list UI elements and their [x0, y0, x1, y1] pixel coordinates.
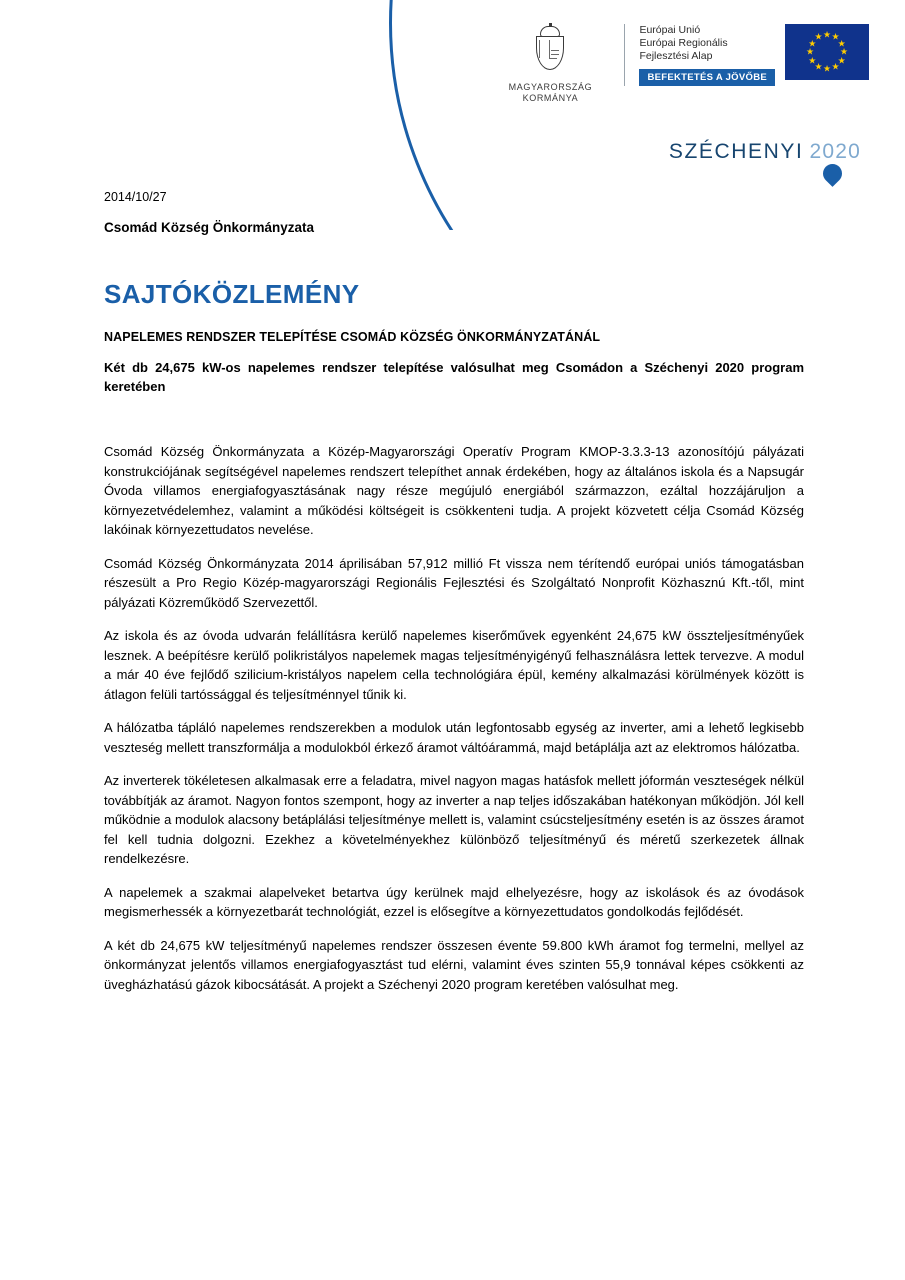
eu-star-icon: ★	[839, 46, 849, 57]
body-paragraph: A napelemek a szakmai alapelveket betartva úgy kerülnek majd elhelyezésre, hogy az iskolások és az óvodások megismerhessék a környezetbarát technológiát, ezzel is elősegítve a környezettudatos gondolkodás fejlődését.	[104, 884, 804, 919]
body-paragraph: A hálózatba tápláló napelemes rendszerekben a modulok után legfontosabb egység az inverter, ami a lehető legkisebb veszteség mellett transzformálja a modulokból érkező áramot váltóárammá, majd betáplálja azt az elektromos hálózatba.	[104, 720, 804, 755]
document-content	[104, 190, 804, 1008]
body-paragraph: Csomád Község Önkormányzata 2014 áprilisában 57,912 millió Ft vissza nem térítendő európai uniós támogatásban részesült a Pro Regio Közép-magyarországi Regionális Fejlesztési és Szolgáltató Nonprofit Közhasznú Kft.-től, mint pályázati Közreműködő Szervezettől.	[104, 555, 804, 610]
document-lead: Két db 24,675 kW-os napelemes rendszer telepítése valósulhat meg Csomádon a Széchenyi 2020 program keretében	[104, 360, 804, 394]
szechenyi-word: SZÉCHENYI	[668, 140, 804, 163]
organization-name: Csomád Község Önkormányzata	[104, 220, 315, 235]
eu-star-icon: ★	[822, 63, 832, 74]
document-date: 2014/10/27	[104, 190, 167, 204]
government-logo-text	[509, 82, 593, 104]
body-paragraph: Az inverterek tökéletesen alkalmasak erre a feladatra, mivel nagyon magas hatásfok mellett jóformán veszteségek nélkül továbbítják az áramot. Nagyon fontos szempont, hogy az inverter a nap teljes időszakában hatékonyan működjön. Jól kell működnie a modulok alacsony betáplálási teljesítménye mellett is, valamint csúcsteljesítmény esetén is az összes áramot fel kell tudnia dolgozni. Ezekhez a követelményekhez különböző teljesítményű és méretű szerkezetek állnak rendelkezésre.	[104, 773, 804, 866]
eu-logo-block	[624, 24, 869, 86]
eu-star-icon: ★	[822, 29, 832, 40]
eu-line-1: Európai Unió	[639, 24, 701, 36]
eu-star-icon: ★	[814, 31, 823, 42]
hungary-government-logo	[490, 24, 610, 104]
eu-star-icon: ★	[831, 31, 840, 42]
document-subtitle: NAPELEMES RENDSZER TELEPÍTÉSE CSOMÁD KÖZSÉG ÖNKORMÁNYZATÁNÁL	[104, 330, 601, 344]
coat-of-arms-icon	[529, 26, 571, 78]
eu-flag-icon	[785, 24, 869, 80]
eu-ribbon-label: BEFEKTETÉS A JÖVŐBE	[639, 69, 775, 86]
eu-star-icon: ★	[837, 55, 846, 65]
eu-star-icon: ★	[805, 46, 815, 57]
body-paragraph: A két db 24,675 kW teljesítményű napelemes rendszer összesen évente 59.800 kWh áramot fog termelni, mellyel az önkormányzat jelentős villamos energiafogyasztást tud elérni, valamint éves szinten 55,9 tonnával képes csökkenti az üvegházhatású gázok kibocsátását. A projekt a Széchenyi 2020 program keretében valósulhat meg.	[104, 937, 804, 992]
map-pin-icon	[819, 160, 846, 187]
eu-star-icon: ★	[808, 38, 817, 48]
eu-logo-texts	[639, 24, 775, 86]
eu-star-icon: ★	[831, 61, 840, 72]
government-logo-line2: KORMÁNYA	[522, 93, 579, 103]
shield-shape	[536, 36, 564, 70]
eu-line-3: Fejlesztési Alap	[639, 50, 713, 62]
body-paragraph: Az iskola és az óvoda udvarán felállításra kerülő napelemes kiserőművek egyenként 24,675 kW összteljesítményűek lesznek. A beépítésre kerülő polikristályos napelemek magas teljesítményigényű felhasználásra lettek tervezve. A modul a már 40 éve fejlődő szilicium-kristályos napelem cella technológiára épül, kemény alkalmazási körülmények között is átlagon felüli tartóssággal és teljesítménnyel tűnik ki.	[104, 628, 804, 702]
page-title: SAJTÓKÖZLEMÉNY	[104, 279, 360, 309]
eu-star-icon: ★	[814, 61, 823, 72]
eu-star-icon: ★	[837, 38, 846, 48]
government-logo-line1: MAGYARORSZÁG	[508, 82, 593, 92]
body-paragraph: Csomád Község Önkormányzata a Közép-Magyarországi Operatív Program KMOP-3.3.3-13 azonosítójú pályázati konstrukciójának segítségével napelemes rendszert telepíthet annak érdekében, hogy az általános iskola és a Napsugár Óvoda villamos energiafogyasztásának nagy része megújuló energiából származzon, ezáltal hozzájáruljon a környezetvédelemhez, valamint a működési költségeit is csökkenteni tudja. A projekt közvetett célja Csomád Község lakóinak környezettudatos nevelése.	[104, 444, 804, 537]
szechenyi-2020-logo	[669, 140, 861, 164]
szechenyi-year: 2020	[809, 140, 861, 163]
header-logo-band	[490, 24, 869, 104]
eu-line-2: Európai Regionális	[639, 37, 728, 49]
eu-star-icon: ★	[808, 55, 817, 65]
